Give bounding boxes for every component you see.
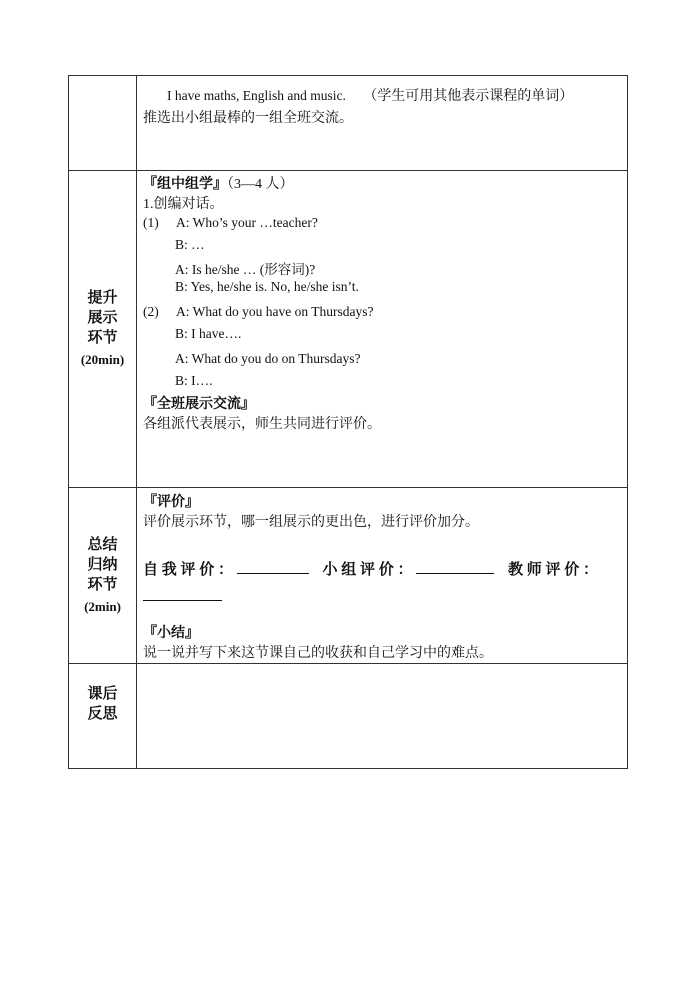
dialogue-line: A: What do you have on Thursdays? <box>176 304 374 319</box>
row2-content-cell <box>137 171 628 488</box>
time-label: (20min) <box>80 352 125 367</box>
dialogue-line: B: Yes, he/she is. No, he/she isn’t. <box>175 279 359 294</box>
label-line: 展示 <box>87 310 118 326</box>
dialogue-line: B: I have…. <box>175 326 242 341</box>
label-line: 总结 <box>87 536 118 553</box>
lesson-plan-table <box>68 75 628 769</box>
row1-label-cell <box>69 76 137 171</box>
dialogue1-number: (1) <box>143 215 159 230</box>
row2-label <box>69 171 136 487</box>
row4-label-cell <box>69 664 137 769</box>
dialogue-line: B: I…. <box>175 373 213 388</box>
dialogue-line: B: … <box>175 237 205 252</box>
row1-note-text: （学生可用其他表示课程的单词） <box>363 89 574 104</box>
label-line: 环节 <box>87 330 118 346</box>
row3-label-cell <box>69 488 137 664</box>
dialogue-line: A: Who’s your …teacher? <box>176 215 318 230</box>
row3-label <box>69 488 136 663</box>
group-eval-blank[interactable] <box>416 559 494 574</box>
dialogue-line: A: What do you do on Thursdays? <box>175 351 361 366</box>
section1-heading <box>143 173 294 193</box>
label-line: 课后 <box>87 686 118 702</box>
row3-content-cell <box>137 488 628 664</box>
dialogue-line: A: Is he/she … (形容词)? <box>175 262 316 277</box>
task-text: 1.创编对话。 <box>143 197 224 212</box>
summary-title: 『小结』 <box>143 626 199 641</box>
section2-title: 『全班展示交流』 <box>143 397 255 412</box>
label-line: 反思 <box>87 706 118 722</box>
dialogue2-number: (2) <box>143 304 159 319</box>
label-line: 提升 <box>87 290 118 306</box>
summary-text: 说一说并写下来这节课自己的收获和自己学习中的难点。 <box>143 646 493 661</box>
self-eval-blank[interactable] <box>237 559 309 574</box>
row4-label <box>69 664 136 768</box>
group-eval-label: 小 组 评 价 ： <box>322 562 413 578</box>
time-label: (2min) <box>84 598 121 614</box>
row1-line1 <box>167 85 573 105</box>
row1-line2: 推选出小组最棒的一组全班交流。 <box>143 111 353 126</box>
self-eval-label: 自 我 评 价 ： <box>143 562 234 578</box>
row1-english-text: I have maths, English and music. <box>167 88 346 103</box>
row2-label-cell <box>69 171 137 488</box>
evaluation-row <box>143 558 598 579</box>
reflection-cell[interactable] <box>137 664 628 769</box>
label-line: 归纳 <box>87 556 118 573</box>
eval-title: 『评价』 <box>143 495 199 510</box>
eval-text: 评价展示环节，哪一组展示的更出色，进行评价加分。 <box>143 515 479 530</box>
label-line: 环节 <box>87 576 118 593</box>
row1-content-cell <box>137 76 628 171</box>
teacher-eval-label: 教 师 评 价 ： <box>508 562 599 578</box>
teacher-eval-blank[interactable] <box>143 600 222 601</box>
section2-text: 各组派代表展示，师生共同进行评价。 <box>143 417 381 432</box>
section1-size: （3—4 人） <box>227 177 294 192</box>
section1-title: 『组中组学』 <box>143 177 227 192</box>
